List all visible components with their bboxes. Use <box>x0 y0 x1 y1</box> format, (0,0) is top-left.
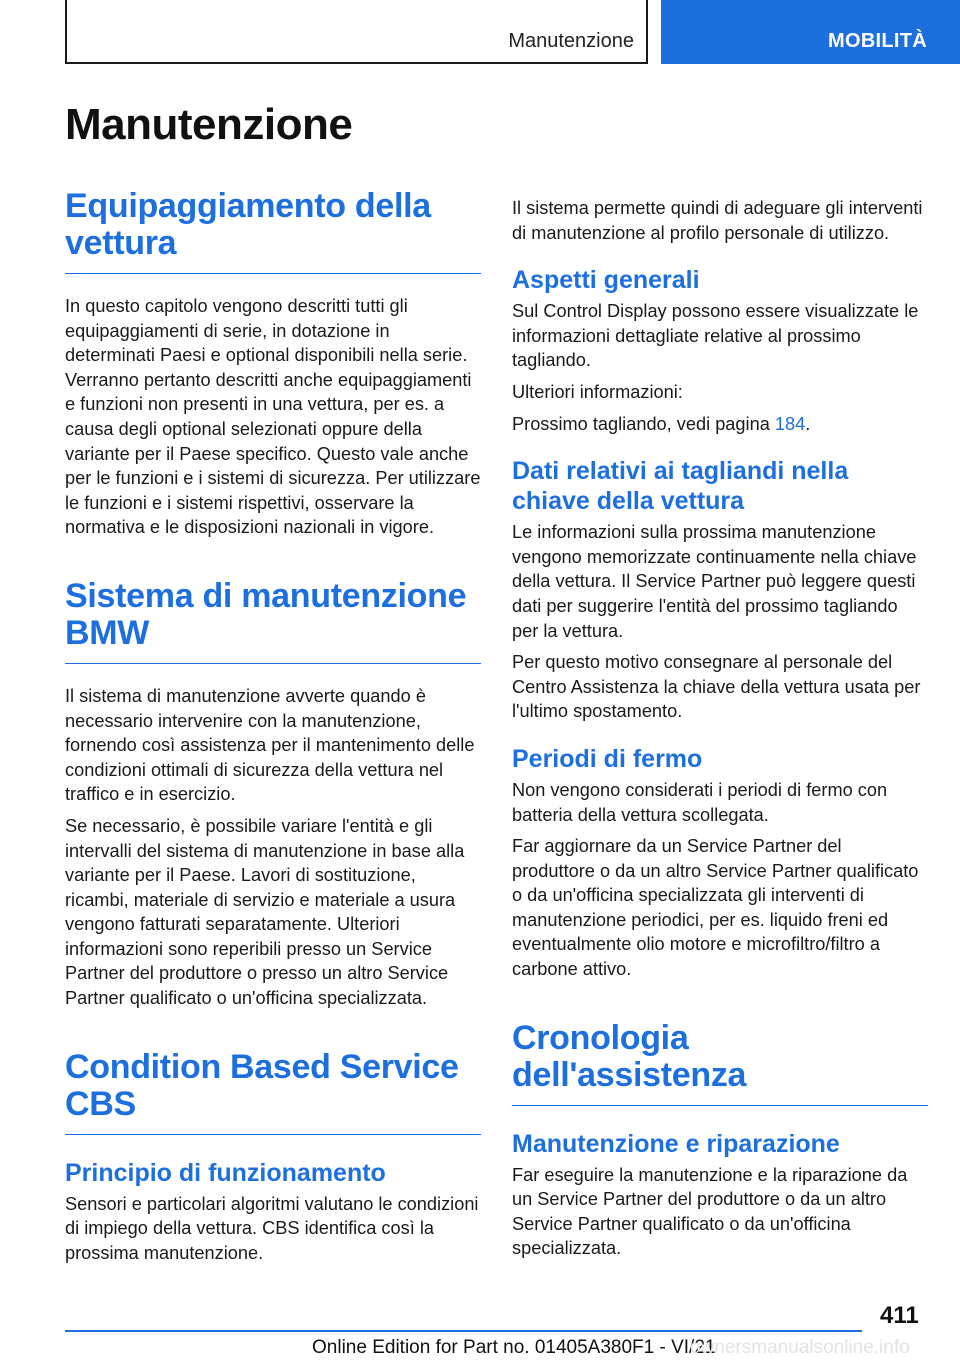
bmw-maintenance-text-2: Se necessario, è possibile variare l'entità e gli intervalli del sistema di manutenzione in base alla variante per il Paese. Lavori di sostituzione, ricambi, materiale di servizio e materiale a usura vengono fatturati separatamente. Ulteriori informazioni sono reperibili presso un Service Partner del produttore o presso un altro Service Partner qualificato o un'officina specializzata. <box>65 815 465 1009</box>
watermark: ownersmanualsonline.info <box>690 1337 910 1358</box>
cbs-heading: Condition Based Service CBS <box>65 1049 481 1135</box>
repair-heading: Manutenzione e riparazione <box>512 1129 840 1158</box>
general-heading: Aspetti generali <box>512 266 700 295</box>
next-service-suffix: . <box>805 413 811 434</box>
section-tab-label: MOBILITÀ <box>828 30 928 52</box>
key-data-text-2: Per questo motivo consegnare al personale del Centro Assistenza la chiave della vettura usata per l'ultimo spostamento. <box>512 652 921 722</box>
right-column <box>512 196 928 1261</box>
bmw-maintenance-heading: Sistema di manutenzione BMW <box>65 578 481 664</box>
footer-rule <box>65 1330 862 1332</box>
section-tab <box>661 0 960 64</box>
rest-periods-text-2: Far aggiornare da un Service Partner del produttore o da un altro Service Partner qualificato o da un'officina specializzata gli interventi di manutenzione periodici, per es. liquido freni ed eventualmente olio motore e microfiltro/filtro a carbone attivo. <box>512 836 919 980</box>
next-service-ref <box>512 412 928 437</box>
chapter-tab <box>65 0 648 64</box>
general-text: Sul Control Display possono essere visualizzate le informazioni dettagliate relative al prossimo tagliando. <box>512 301 919 371</box>
more-info-label: Ulteriori informazioni: <box>512 381 683 402</box>
equipment-heading: Equipaggiamento della vettura <box>65 188 481 274</box>
next-service-prefix: Prossimo tagliando, vedi pagina <box>512 413 770 434</box>
page-title: Manutenzione <box>65 100 353 149</box>
principle-text: Sensori e particolari algoritmi valutano le condizioni di impiego della vettura. CBS identifica così la prossima manutenzione. <box>65 1193 479 1263</box>
page-number: 411 <box>880 1302 919 1329</box>
rest-periods-text-1: Non vengono considerati i periodi di fermo con batteria della vettura scollegata. <box>512 779 888 825</box>
key-data-text-1: Le informazioni sulla prossima manutenzione vengono memorizzate continuamente nella chiave della vettura. Il Service Partner può leggere questi dati per suggerire l'entità del prossimo tagliando per la vettura. <box>512 522 917 641</box>
page-184-link[interactable]: 184 <box>774 413 806 434</box>
history-heading: Cronologia dell'assistenza <box>512 1020 928 1106</box>
principle-heading: Principio di funzionamento <box>65 1158 386 1187</box>
rest-periods-heading: Periodi di fermo <box>512 744 703 773</box>
intro-text: Il sistema permette quindi di adeguare gli interventi di manutenzione al profilo personale di utilizzo. <box>512 198 923 243</box>
key-data-heading: Dati relativi ai tagliandi nella chiave della vettura <box>512 457 849 516</box>
equipment-text: In questo capitolo vengono descritti tutti gli equipaggiamenti di serie, in dotazione in determinati Paesi e optional disponibili nella serie. Verranno pertanto descritti anche equipaggiamenti e funzioni non presenti in una vettura, per es. a causa degli optional selezionati oppure della variante per il Paese specifico. Questo vale anche per le funzioni e i sistemi di sicurezza. Per utilizzare le funzioni e i sistemi rispettivi, osservare la normativa e le disposizioni nazionali in vigore. <box>65 296 481 538</box>
chapter-tab-label: Manutenzione <box>508 30 634 52</box>
footer-edition: Online Edition for Part no. 01405A380F1 - VI/21 <box>312 1337 716 1358</box>
left-column <box>65 188 481 1265</box>
bmw-maintenance-text-1: Il sistema di manutenzione avverte quando è necessario intervenire con la manutenzione, fornendo così assistenza per il mantenimento delle condizioni ottimali di sicurezza della vettura nel traffico e in esercizio. <box>65 685 475 805</box>
repair-text: Far eseguire la manutenzione e la riparazione da un Service Partner del produttore o da un altro Service Partner qualificato o da un'officina specializzata. <box>512 1164 908 1259</box>
